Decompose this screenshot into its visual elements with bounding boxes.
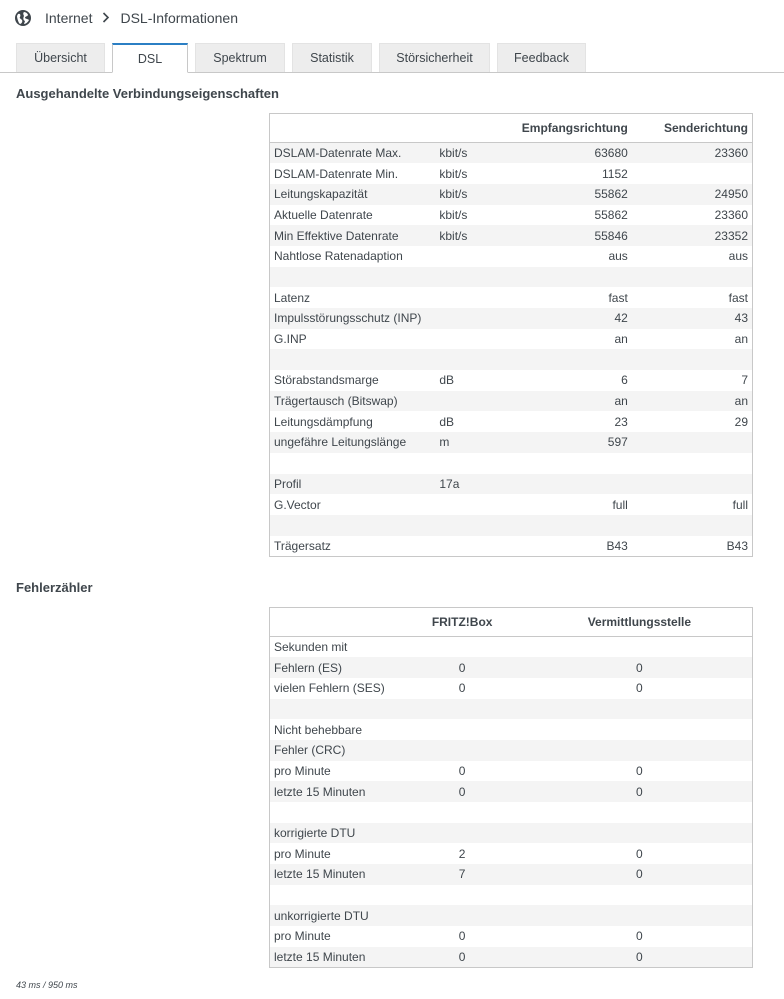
row-label: Leitungsdämpfung bbox=[270, 411, 436, 432]
row-unit: m bbox=[435, 432, 507, 453]
row-label: Fehlern (ES) bbox=[270, 657, 390, 678]
row-upstream-value: 24950 bbox=[632, 184, 753, 205]
row-label: Nicht behebbare bbox=[270, 719, 390, 740]
row-pad bbox=[744, 905, 753, 926]
row-label: Nahtlose Ratenadaption bbox=[270, 246, 436, 267]
row-exchange-value: 0 bbox=[535, 657, 744, 678]
row-unit bbox=[435, 246, 507, 267]
row-label: G.Vector bbox=[270, 494, 436, 515]
row-unit: kbit/s bbox=[435, 163, 507, 184]
row-unit bbox=[435, 349, 507, 370]
row-label: Min Effektive Datenrate bbox=[270, 225, 436, 246]
row-downstream-value: 597 bbox=[507, 432, 632, 453]
row-label: Leitungskapazität bbox=[270, 184, 436, 205]
row-unit: dB bbox=[435, 411, 507, 432]
table-row bbox=[270, 719, 753, 740]
row-pad bbox=[744, 657, 753, 678]
row-pad bbox=[744, 802, 753, 823]
row-unit bbox=[435, 536, 507, 557]
row-upstream-value bbox=[632, 163, 753, 184]
row-label: Aktuelle Datenrate bbox=[270, 205, 436, 226]
row-label bbox=[270, 699, 390, 720]
row-label: Impulsstörungsschutz (INP) bbox=[270, 308, 436, 329]
table-row bbox=[270, 391, 753, 412]
row-fritzbox-value bbox=[389, 719, 534, 740]
header-exchange: Vermittlungsstelle bbox=[535, 608, 744, 637]
table-row bbox=[270, 349, 753, 370]
row-label: letzte 15 Minuten bbox=[270, 864, 390, 885]
row-label bbox=[270, 349, 436, 370]
row-pad bbox=[744, 740, 753, 761]
table-row bbox=[270, 740, 753, 761]
row-exchange-value: 0 bbox=[535, 926, 744, 947]
row-fritzbox-value bbox=[389, 905, 534, 926]
row-upstream-value: 7 bbox=[632, 370, 753, 391]
table-row bbox=[270, 781, 753, 802]
row-exchange-value bbox=[535, 719, 744, 740]
row-pad bbox=[744, 637, 753, 658]
row-downstream-value: B43 bbox=[507, 536, 632, 557]
section-title-connection: Ausgehandelte Verbindungseigenschaften bbox=[16, 86, 279, 101]
row-label: unkorrigierte DTU bbox=[270, 905, 390, 926]
table-row bbox=[270, 411, 753, 432]
row-unit bbox=[435, 494, 507, 515]
row-label: Fehler (CRC) bbox=[270, 740, 390, 761]
row-pad bbox=[744, 761, 753, 782]
table-row bbox=[270, 370, 753, 391]
header-blank bbox=[270, 114, 436, 143]
row-pad bbox=[744, 678, 753, 699]
row-unit bbox=[435, 287, 507, 308]
row-upstream-value: 43 bbox=[632, 308, 753, 329]
row-pad bbox=[744, 781, 753, 802]
row-upstream-value: 23360 bbox=[632, 205, 753, 226]
row-fritzbox-value: 7 bbox=[389, 864, 534, 885]
table-row bbox=[270, 699, 753, 720]
row-downstream-value bbox=[507, 474, 632, 495]
row-downstream-value: 55862 bbox=[507, 205, 632, 226]
table-row bbox=[270, 926, 753, 947]
row-unit bbox=[435, 391, 507, 412]
table-row bbox=[270, 432, 753, 453]
row-unit: 17a bbox=[435, 474, 507, 495]
row-upstream-value: an bbox=[632, 329, 753, 350]
row-unit: kbit/s bbox=[435, 143, 507, 164]
row-unit bbox=[435, 515, 507, 536]
tab-bar bbox=[16, 43, 593, 73]
table-row bbox=[270, 843, 753, 864]
row-label: DSLAM-Datenrate Min. bbox=[270, 163, 436, 184]
table-row bbox=[270, 143, 753, 164]
tab-dsl[interactable]: DSL bbox=[112, 43, 188, 73]
table-row bbox=[270, 308, 753, 329]
header-pad bbox=[744, 608, 753, 637]
row-downstream-value bbox=[507, 515, 632, 536]
table-row bbox=[270, 205, 753, 226]
row-pad bbox=[744, 699, 753, 720]
row-upstream-value: full bbox=[632, 494, 753, 515]
table-row bbox=[270, 864, 753, 885]
row-pad bbox=[744, 843, 753, 864]
row-fritzbox-value bbox=[389, 637, 534, 658]
row-exchange-value: 0 bbox=[535, 678, 744, 699]
row-fritzbox-value: 0 bbox=[389, 926, 534, 947]
breadcrumb-section[interactable]: Internet bbox=[45, 10, 93, 26]
header-unit bbox=[435, 114, 507, 143]
row-pad bbox=[744, 719, 753, 740]
table-row bbox=[270, 885, 753, 906]
row-label: korrigierte DTU bbox=[270, 823, 390, 844]
row-label: pro Minute bbox=[270, 843, 390, 864]
row-unit bbox=[435, 308, 507, 329]
header-fritzbox: FRITZ!Box bbox=[389, 608, 534, 637]
table-row bbox=[270, 823, 753, 844]
row-upstream-value: 23352 bbox=[632, 225, 753, 246]
table-row bbox=[270, 163, 753, 184]
error-counter-table bbox=[269, 607, 753, 968]
table-row bbox=[270, 515, 753, 536]
row-upstream-value: aus bbox=[632, 246, 753, 267]
tab-stoersicherheit[interactable]: Störsicherheit bbox=[379, 43, 490, 72]
row-upstream-value bbox=[632, 267, 753, 288]
row-fritzbox-value bbox=[389, 802, 534, 823]
tab-statistik[interactable]: Statistik bbox=[292, 43, 372, 72]
row-downstream-value: 6 bbox=[507, 370, 632, 391]
row-fritzbox-value bbox=[389, 823, 534, 844]
row-downstream-value: 55862 bbox=[507, 184, 632, 205]
row-exchange-value bbox=[535, 905, 744, 926]
table-row bbox=[270, 494, 753, 515]
row-unit bbox=[435, 453, 507, 474]
row-unit bbox=[435, 329, 507, 350]
row-upstream-value: fast bbox=[632, 287, 753, 308]
table-row bbox=[270, 474, 753, 495]
row-fritzbox-value: 0 bbox=[389, 761, 534, 782]
row-label: Profil bbox=[270, 474, 436, 495]
row-upstream-value bbox=[632, 453, 753, 474]
row-exchange-value bbox=[535, 802, 744, 823]
table-row bbox=[270, 657, 753, 678]
row-label: DSLAM-Datenrate Max. bbox=[270, 143, 436, 164]
header-blank bbox=[270, 608, 390, 637]
row-pad bbox=[744, 864, 753, 885]
row-unit: dB bbox=[435, 370, 507, 391]
row-label bbox=[270, 267, 436, 288]
row-exchange-value bbox=[535, 885, 744, 906]
row-label: pro Minute bbox=[270, 926, 390, 947]
row-label: Trägersatz bbox=[270, 536, 436, 557]
row-fritzbox-value: 0 bbox=[389, 947, 534, 968]
row-downstream-value: an bbox=[507, 329, 632, 350]
row-upstream-value: B43 bbox=[632, 536, 753, 557]
table-row bbox=[270, 453, 753, 474]
row-exchange-value: 0 bbox=[535, 947, 744, 968]
table-row bbox=[270, 905, 753, 926]
row-upstream-value: 29 bbox=[632, 411, 753, 432]
row-exchange-value bbox=[535, 740, 744, 761]
tab-uebersicht[interactable]: Übersicht bbox=[16, 43, 105, 72]
row-fritzbox-value: 2 bbox=[389, 843, 534, 864]
row-pad bbox=[744, 926, 753, 947]
tab-feedback[interactable]: Feedback bbox=[497, 43, 586, 72]
table-row bbox=[270, 184, 753, 205]
row-unit: kbit/s bbox=[435, 184, 507, 205]
row-label: Störabstandsmarge bbox=[270, 370, 436, 391]
page-title: DSL-Informationen bbox=[120, 10, 238, 26]
row-fritzbox-value: 0 bbox=[389, 781, 534, 802]
row-label: letzte 15 Minuten bbox=[270, 947, 390, 968]
table-row bbox=[270, 802, 753, 823]
row-downstream-value: 42 bbox=[507, 308, 632, 329]
row-downstream-value bbox=[507, 267, 632, 288]
tab-spektrum[interactable]: Spektrum bbox=[195, 43, 285, 72]
row-label bbox=[270, 885, 390, 906]
row-fritzbox-value bbox=[389, 885, 534, 906]
table-row bbox=[270, 947, 753, 968]
globe-icon[interactable] bbox=[14, 9, 32, 27]
row-fritzbox-value bbox=[389, 740, 534, 761]
row-fritzbox-value bbox=[389, 699, 534, 720]
row-downstream-value bbox=[507, 349, 632, 370]
row-downstream-value: full bbox=[507, 494, 632, 515]
section-title-errors: Fehlerzähler bbox=[16, 580, 93, 595]
header-upstream: Senderichtung bbox=[632, 114, 753, 143]
row-upstream-value bbox=[632, 474, 753, 495]
row-label bbox=[270, 453, 436, 474]
row-exchange-value bbox=[535, 823, 744, 844]
row-label bbox=[270, 515, 436, 536]
table-row bbox=[270, 637, 753, 658]
render-timing: 43 ms / 950 ms bbox=[16, 980, 78, 990]
row-pad bbox=[744, 885, 753, 906]
row-label: pro Minute bbox=[270, 761, 390, 782]
breadcrumb bbox=[14, 8, 238, 28]
row-unit: kbit/s bbox=[435, 225, 507, 246]
row-exchange-value bbox=[535, 699, 744, 720]
row-downstream-value: 63680 bbox=[507, 143, 632, 164]
table-row bbox=[270, 761, 753, 782]
table-row bbox=[270, 246, 753, 267]
row-exchange-value: 0 bbox=[535, 864, 744, 885]
row-label: ungefähre Leitungslänge bbox=[270, 432, 436, 453]
row-downstream-value bbox=[507, 453, 632, 474]
table-row bbox=[270, 267, 753, 288]
row-fritzbox-value: 0 bbox=[389, 657, 534, 678]
row-label: Trägertausch (Bitswap) bbox=[270, 391, 436, 412]
row-label: letzte 15 Minuten bbox=[270, 781, 390, 802]
header-downstream: Empfangsrichtung bbox=[507, 114, 632, 143]
row-upstream-value bbox=[632, 349, 753, 370]
table-row bbox=[270, 287, 753, 308]
row-upstream-value: 23360 bbox=[632, 143, 753, 164]
row-pad bbox=[744, 823, 753, 844]
row-unit: kbit/s bbox=[435, 205, 507, 226]
row-downstream-value: an bbox=[507, 391, 632, 412]
row-exchange-value: 0 bbox=[535, 761, 744, 782]
row-downstream-value: 1152 bbox=[507, 163, 632, 184]
row-label: G.INP bbox=[270, 329, 436, 350]
row-exchange-value bbox=[535, 637, 744, 658]
row-label: Latenz bbox=[270, 287, 436, 308]
row-pad bbox=[744, 947, 753, 968]
table-row bbox=[270, 678, 753, 699]
row-unit bbox=[435, 267, 507, 288]
row-downstream-value: aus bbox=[507, 246, 632, 267]
row-downstream-value: 23 bbox=[507, 411, 632, 432]
table-row bbox=[270, 536, 753, 557]
row-upstream-value bbox=[632, 432, 753, 453]
chevron-right-icon bbox=[102, 11, 110, 26]
row-fritzbox-value: 0 bbox=[389, 678, 534, 699]
row-label: vielen Fehlern (SES) bbox=[270, 678, 390, 699]
table-row bbox=[270, 329, 753, 350]
row-exchange-value: 0 bbox=[535, 781, 744, 802]
row-label: Sekunden mit bbox=[270, 637, 390, 658]
table-row bbox=[270, 225, 753, 246]
row-upstream-value bbox=[632, 515, 753, 536]
row-upstream-value: an bbox=[632, 391, 753, 412]
row-exchange-value: 0 bbox=[535, 843, 744, 864]
connection-properties-table bbox=[269, 113, 753, 557]
row-label bbox=[270, 802, 390, 823]
row-downstream-value: 55846 bbox=[507, 225, 632, 246]
row-downstream-value: fast bbox=[507, 287, 632, 308]
